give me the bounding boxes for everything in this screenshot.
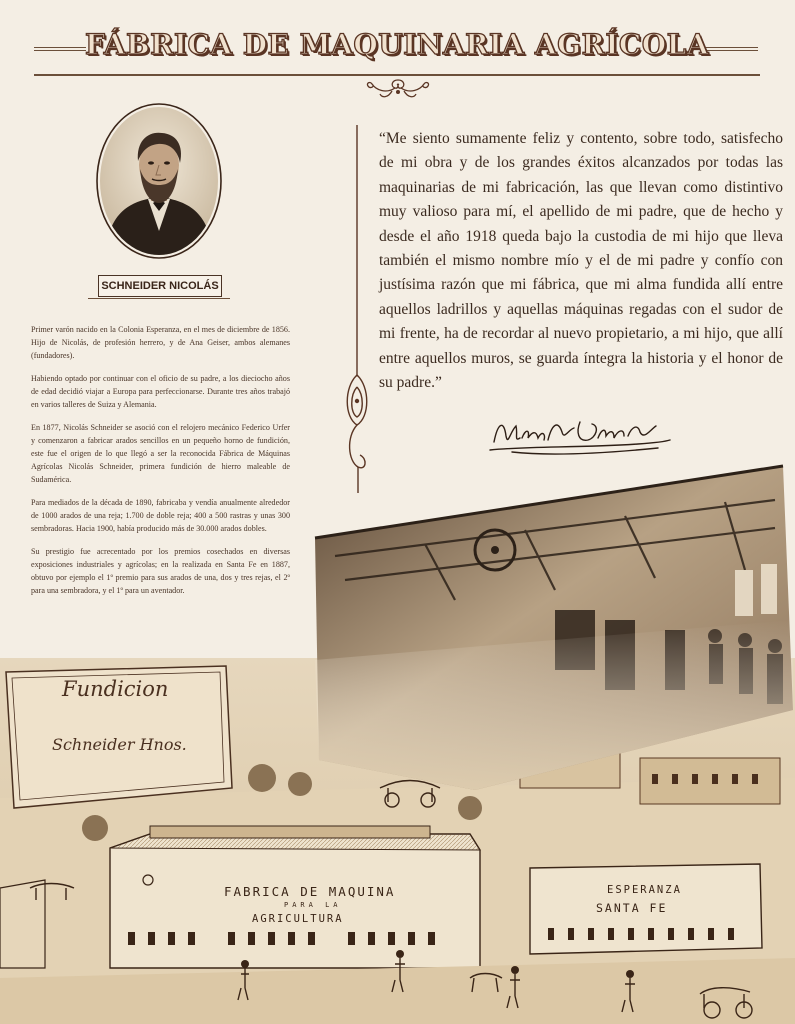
page-title: FÁBRICA DE MAQUINARIA AGRÍCOLA — [85, 28, 709, 61]
header-left-rule-2 — [34, 50, 86, 51]
bio-paragraph: Primer varón nacido en la Colonia Esperanza, en el mes de diciembre de 1856. Hijo de Nicolás, de profesión herrero, y de Ana Geiser, ambos alemanes (fundadores). — [31, 325, 290, 360]
bio-paragraph: En 1877, Nicolás Schneider se asoció con el relojero mecánico Federico Urfer y comenzaron a fabricar arados sencillos en un pequeño horno de fundición, este fue el origen de lo que llegó a ser la reconocida Fábrica de Máquinas Agrícolas Nicolás Schneider, primera fundición de hierro maleable de Sudamérica. — [31, 423, 290, 484]
portrait-name-label: SCHNEIDER NICOLÁS — [98, 275, 222, 297]
factory-interior-photo — [305, 460, 795, 800]
quote-text: “Me siento sumamente feliz y contento, sobre todo, satisfecho de mi obra y de los grandes éxitos alcanzados por todas las maquinarias de mi fabricación, las que llevan como distintivo muy valioso para mí, el apellido de mi padre, que de hecho y desde el año 1918 queda bajo la custodia de mi hijo que lleva también el mismo nombre mío y el de mi padre y confío con justísima razón que mi fábrica, que mi alma fundida allí entre aquellos ladrillos y aquellas máquinas regadas con el sudor de mi frente, ha de recordar al nuevo propietario, a mi hijo, que allí entre aquellos muros, se guarda íntegra la historia y el honor de su padre.” — [379, 130, 783, 392]
esperanza-wall-text-1: ESPERANZA — [607, 884, 682, 896]
header-left-rule — [34, 47, 86, 48]
esperanza-wall-text-2: SANTA FE — [596, 901, 668, 915]
factory-wall-text-3: AGRICULTURA — [252, 913, 344, 925]
biography-text — [31, 323, 290, 607]
factory-wall-text-1: FABRICA DE MAQUINA — [224, 884, 396, 899]
engraving-sign-line-2: Schneider Hnos. — [52, 735, 187, 754]
bio-paragraph: Habiendo optado por continuar con el oficio de su padre, a los dieciocho años de edad decidió viajar a Europa para perfeccionarse. Durante tres años trabajó en varios talleres de Suiza y Alemania. — [31, 374, 290, 409]
engraving-sign-line-1: Fundicion — [62, 677, 169, 701]
quote-divider-ornament — [342, 125, 372, 500]
bio-paragraph: Su prestigio fue acrecentado por los premios cosechados en diversas exposiciones industriales y agrícolas; en la realizada en Santa Fe en 1887, obtuvo por ejemplo el 1º premio para sus arados de una, dos y tres rejas, el 2º para una sembradora, y el 1º para un aventador. — [31, 547, 290, 595]
bio-paragraph: Para mediados de la década de 1890, fabricaba y vendía anualmente alrededor de 1000 arados de una reja; 1.700 de doble reja; 400 a 500 rastras y unas 300 sembradoras. Hacia 1900, había producido más de 30.000 arados dobles. — [31, 498, 290, 533]
portrait-photo — [96, 103, 222, 259]
handwritten-signature — [488, 412, 673, 458]
factory-wall-text-2: PARA LA — [284, 901, 342, 909]
name-divider — [88, 298, 230, 299]
ornament-flourish-icon — [362, 76, 434, 102]
